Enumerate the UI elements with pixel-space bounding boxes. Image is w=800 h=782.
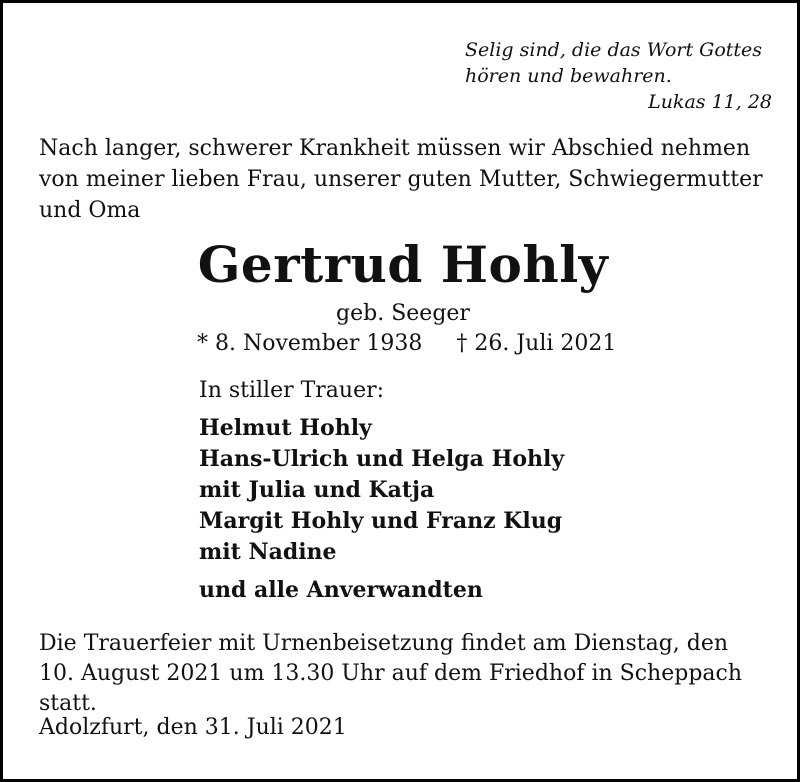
mourner-name: Margit Hohly und Franz Klug: [199, 508, 563, 534]
maiden-name: geb. Seeger: [336, 301, 470, 326]
deceased-name: Gertrud Hohly: [197, 235, 609, 294]
funeral-line: 10. August 2021 um 13.30 Uhr auf dem Friedhof in Scheppach statt.: [39, 661, 743, 716]
life-dates: [197, 329, 617, 359]
birth-date: * 8. November 1938: [197, 331, 423, 356]
place-and-date: Adolzfurt, den 31. Juli 2021: [39, 715, 347, 740]
intro-text: [39, 133, 779, 226]
mourning-heading: In stiller Trauer:: [199, 378, 385, 403]
verse-line: Selig sind, die das Wort Gottes: [465, 39, 763, 61]
funeral-line: Die Trauerfeier mit Urnenbeisetzung findet am Dienstag, den: [39, 631, 729, 656]
mourner-name: mit Julia und Katja: [199, 477, 435, 503]
mourner-name: mit Nadine: [199, 539, 337, 565]
death-date: † 26. Juli 2021: [456, 331, 617, 356]
funeral-info: [39, 629, 779, 719]
intro-line: von meiner lieben Frau, unserer guten Mutter, Schwiegermutter: [39, 167, 763, 192]
relatives-line: und alle Anverwandten: [199, 577, 483, 603]
verse-line: hören und bewahren.: [465, 65, 672, 87]
intro-line: Nach langer, schwerer Krankheit müssen wir Abschied nehmen: [39, 136, 751, 161]
intro-line: und Oma: [39, 198, 141, 223]
mourner-name: Helmut Hohly: [199, 415, 372, 441]
mourner-name: Hans-Ulrich und Helga Hohly: [199, 446, 565, 472]
mourner-list: [199, 413, 699, 568]
bible-verse: [465, 37, 775, 115]
verse-reference: Lukas 11, 28: [648, 91, 772, 113]
